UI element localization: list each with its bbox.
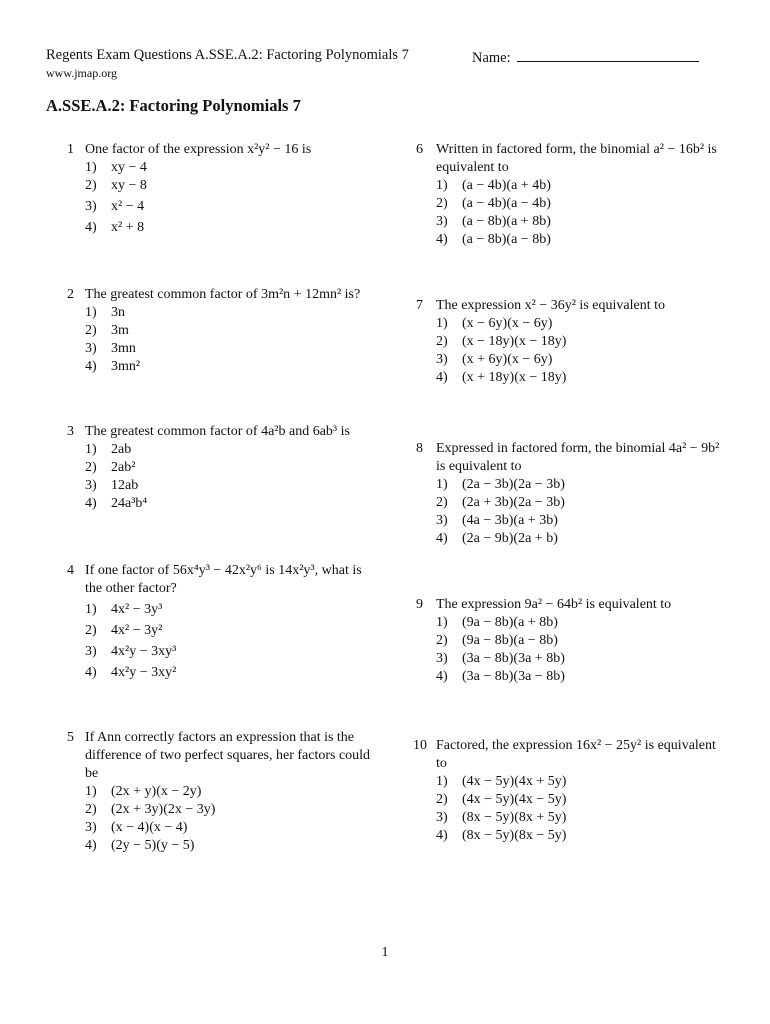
answer-choice: 4) (x + 18y)(x − 18y) — [436, 370, 567, 385]
question-number: 6 — [416, 142, 423, 157]
answer-choice: 3) (a − 8b)(a + 8b) — [436, 214, 551, 229]
question-stem: The expression x² − 36y² is equivalent to — [436, 298, 665, 313]
answer-choice: 4) (2y − 5)(y − 5) — [85, 838, 195, 853]
answer-choice: 2) (2a + 3b)(2a − 3b) — [436, 495, 565, 510]
question-stem: Expressed in factored form, the binomial 4a² − 9b² is equivalent to — [436, 441, 720, 474]
page-number: 1 — [381, 945, 389, 960]
answer-choice: 2) (4x − 5y)(4x − 5y) — [436, 792, 567, 807]
answer-choice: 3) (8x − 5y)(8x + 5y) — [436, 810, 567, 825]
name-field — [472, 47, 699, 67]
question-stem: Factored, the expression 16x² − 25y² is equivalent to — [436, 738, 716, 771]
question-stem: If one factor of 56x⁴y³ − 42x²y⁶ is 14x²y³, what is the other factor? — [85, 563, 362, 596]
answer-choice: 2) (2x + 3y)(2x − 3y) — [85, 802, 216, 817]
answer-choice: 4) (8x − 5y)(8x − 5y) — [436, 828, 567, 843]
question-stem: The expression 9a² − 64b² is equivalent to — [436, 597, 672, 612]
question-number: 2 — [67, 287, 74, 302]
answer-choice: 2) 3m — [85, 323, 129, 338]
question-stem: Written in factored form, the binomial a² − 16b² is equivalent to — [436, 142, 717, 175]
page-header — [46, 47, 511, 66]
question-number: 7 — [416, 298, 423, 313]
answer-choice: 3) (4a − 3b)(a + 3b) — [436, 513, 558, 528]
answer-choice: 2) 2ab² — [85, 460, 136, 475]
answer-choice: 3) (x − 4)(x − 4) — [85, 820, 188, 835]
question-number: 5 — [67, 730, 74, 745]
question-number: 4 — [67, 563, 74, 578]
name-label: Name: — [472, 50, 511, 66]
name-blank-line — [517, 47, 699, 62]
answer-choice: 3) (x + 6y)(x − 6y) — [436, 352, 553, 367]
answer-choice: 3) 4x²y − 3xy³ — [85, 644, 177, 659]
answer-choice: 1) 3n — [85, 305, 125, 320]
header-title: Regents Exam Questions A.SSE.A.2: Factoring Polynomials 7 — [46, 47, 409, 63]
answer-choice: 2) (a − 4b)(a − 4b) — [436, 196, 551, 211]
answer-choice: 1) xy − 4 — [85, 160, 147, 175]
answer-choice: 1) 2ab — [85, 442, 132, 457]
answer-choice: 4) 3mn² — [85, 359, 141, 374]
answer-choice: 2) (x − 18y)(x − 18y) — [436, 334, 567, 349]
question-stem: The greatest common factor of 3m²n + 12mn² is? — [85, 287, 361, 302]
answer-choice: 1) (2x + y)(x − 2y) — [85, 784, 202, 799]
question-number: 3 — [67, 424, 74, 439]
answer-choice: 4) (3a − 8b)(3a − 8b) — [436, 669, 565, 684]
answer-choice: 3) 3mn — [85, 341, 136, 356]
answer-choice: 2) (9a − 8b)(a − 8b) — [436, 633, 558, 648]
question-number: 1 — [67, 142, 74, 157]
answer-choice: 4) x² + 8 — [85, 220, 145, 235]
answer-choice: 1) (x − 6y)(x − 6y) — [436, 316, 553, 331]
answer-choice: 4) 4x²y − 3xy² — [85, 665, 177, 680]
answer-choice: 1) (4x − 5y)(4x + 5y) — [436, 774, 567, 789]
answer-choice: 2) 4x² − 3y² — [85, 623, 163, 638]
answer-choice: 4) (a − 8b)(a − 8b) — [436, 232, 551, 247]
site-url: www.jmap.org — [46, 66, 117, 80]
question-number: 9 — [416, 597, 423, 612]
answer-choice: 1) (9a − 8b)(a + 8b) — [436, 615, 558, 630]
answer-choice: 3) x² − 4 — [85, 199, 145, 214]
answer-choice: 1) (2a − 3b)(2a − 3b) — [436, 477, 565, 492]
question-stem: The greatest common factor of 4a²b and 6ab³ is — [85, 424, 350, 439]
answer-choice: 1) 4x² − 3y³ — [85, 602, 163, 617]
page-title: A.SSE.A.2: Factoring Polynomials 7 — [46, 96, 301, 115]
question-number: 10 — [413, 738, 427, 753]
answer-choice: 1) (a − 4b)(a + 4b) — [436, 178, 551, 193]
question-number: 8 — [416, 441, 423, 456]
question-stem: One factor of the expression x²y² − 16 is — [85, 142, 312, 157]
answer-choice: 4) 24a³b⁴ — [85, 496, 148, 511]
answer-choice: 4) (2a − 9b)(2a + b) — [436, 531, 558, 546]
answer-choice: 3) 12ab — [85, 478, 139, 493]
question-stem: If Ann correctly factors an expression that is the difference of two perfect squares, her factors could be — [85, 730, 371, 781]
answer-choice: 3) (3a − 8b)(3a + 8b) — [436, 651, 565, 666]
answer-choice: 2) xy − 8 — [85, 178, 147, 193]
